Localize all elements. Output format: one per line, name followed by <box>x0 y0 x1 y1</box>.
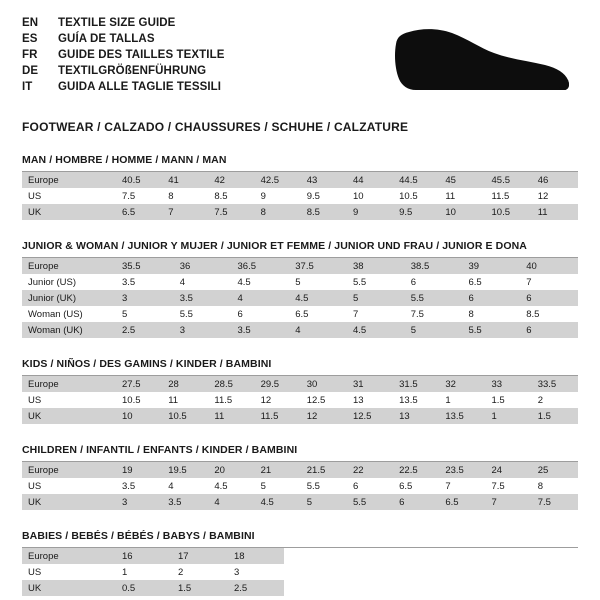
size-cell: 29.5 <box>255 376 301 392</box>
size-cell: 31 <box>347 376 393 392</box>
size-cell: 40.5 <box>116 172 162 188</box>
language-code: ES <box>22 33 38 45</box>
size-cell: 24 <box>486 462 532 478</box>
size-cell: 9 <box>255 188 301 204</box>
size-cell: 8 <box>463 306 521 322</box>
size-cell: 8 <box>532 478 578 494</box>
language-row <box>22 48 225 63</box>
size-cell: 32 <box>439 376 485 392</box>
table-row <box>22 172 578 188</box>
size-cell: 5.5 <box>405 290 463 306</box>
size-cell: 3.5 <box>174 290 232 306</box>
size-cell: 10 <box>116 408 162 424</box>
size-cell: 7.5 <box>405 306 463 322</box>
table-row <box>22 290 578 306</box>
size-cell: 36.5 <box>232 258 290 274</box>
table-row <box>22 580 284 596</box>
size-cell: 42.5 <box>255 172 301 188</box>
size-cell: 10 <box>439 204 485 220</box>
size-cell: 43 <box>301 172 347 188</box>
size-cell: 5.5 <box>463 322 521 338</box>
size-cell: 31.5 <box>393 376 439 392</box>
size-group-title: CHILDREN / INFANTIL / ENFANTS / KINDER / BAMBINI <box>22 444 578 462</box>
language-list <box>22 14 225 95</box>
size-cell: 6.5 <box>463 274 521 290</box>
row-label: Woman (US) <box>22 306 116 322</box>
size-cell: 18 <box>228 548 284 564</box>
category-title: FOOTWEAR / CALZADO / CHAUSSURES / SCHUHE / CALZATURE <box>22 120 409 134</box>
size-group <box>22 530 578 596</box>
row-label: Europe <box>22 462 116 478</box>
size-cell: 7.5 <box>208 204 254 220</box>
language-code: IT <box>22 81 33 93</box>
language-code: EN <box>22 17 39 29</box>
size-cell: 2 <box>172 564 228 580</box>
size-cell: 7 <box>347 306 405 322</box>
size-cell: 3 <box>116 494 162 510</box>
size-cell: 1 <box>116 564 172 580</box>
table-row <box>22 548 284 564</box>
size-cell: 3 <box>228 564 284 580</box>
size-cell: 6 <box>463 290 521 306</box>
size-cell: 4.5 <box>289 290 347 306</box>
size-cell: 45 <box>439 172 485 188</box>
size-cell: 4.5 <box>255 494 301 510</box>
size-group-title: JUNIOR & WOMAN / JUNIOR Y MUJER / JUNIOR ET FEMME / JUNIOR UND FRAU / JUNIOR E DONA <box>22 240 578 258</box>
size-cell: 12 <box>301 408 347 424</box>
table-row <box>22 306 578 322</box>
size-cell: 4 <box>162 478 208 494</box>
size-cell: 3 <box>174 322 232 338</box>
language-label: GUIDA ALLE TAGLIE TESSILI <box>58 81 222 93</box>
size-group-title: MAN / HOMBRE / HOMME / MANN / MAN <box>22 154 578 172</box>
size-cell: 4 <box>232 290 290 306</box>
size-cell: 33 <box>486 376 532 392</box>
size-cell: 7 <box>486 494 532 510</box>
size-cell: 2.5 <box>228 580 284 596</box>
size-cell: 6.5 <box>439 494 485 510</box>
size-cell: 13.5 <box>439 408 485 424</box>
size-cell: 4.5 <box>208 478 254 494</box>
size-cell: 1.5 <box>532 408 578 424</box>
row-label: Europe <box>22 376 116 392</box>
size-cell: 2.5 <box>116 322 174 338</box>
size-cell: 33.5 <box>532 376 578 392</box>
table-row <box>22 494 578 510</box>
size-cell: 11 <box>162 392 208 408</box>
size-cell: 22.5 <box>393 462 439 478</box>
size-cell: 3.5 <box>116 274 174 290</box>
language-row <box>22 16 225 31</box>
size-cell: 1 <box>439 392 485 408</box>
size-cell: 44 <box>347 172 393 188</box>
row-label: Junior (US) <box>22 274 116 290</box>
size-table <box>22 548 284 596</box>
table-row <box>22 376 578 392</box>
size-cell: 5.5 <box>174 306 232 322</box>
size-cell: 5 <box>116 306 174 322</box>
size-cell: 5.5 <box>347 274 405 290</box>
size-cell: 6 <box>393 494 439 510</box>
row-label: US <box>22 564 116 580</box>
row-label: UK <box>22 580 116 596</box>
table-row <box>22 478 578 494</box>
size-cell: 9.5 <box>301 188 347 204</box>
row-label: US <box>22 478 116 494</box>
size-cell: 35.5 <box>116 258 174 274</box>
language-label: TEXTILGRÖßENFÜHRUNG <box>58 65 207 77</box>
size-table <box>22 462 578 510</box>
size-cell: 8.5 <box>520 306 578 322</box>
size-cell: 7.5 <box>532 494 578 510</box>
language-row <box>22 64 225 79</box>
size-cell: 11 <box>439 188 485 204</box>
size-cell: 7 <box>162 204 208 220</box>
size-cell: 6 <box>520 322 578 338</box>
size-cell: 10.5 <box>116 392 162 408</box>
size-cell: 5 <box>405 322 463 338</box>
size-cell: 8 <box>255 204 301 220</box>
size-cell: 46 <box>532 172 578 188</box>
size-cell: 11.5 <box>208 392 254 408</box>
row-label: US <box>22 188 116 204</box>
table-row <box>22 462 578 478</box>
size-cell: 41 <box>162 172 208 188</box>
language-code: DE <box>22 65 39 77</box>
size-cell: 22 <box>347 462 393 478</box>
size-cell: 4 <box>174 274 232 290</box>
size-cell: 12.5 <box>347 408 393 424</box>
size-group <box>22 358 578 424</box>
size-cell: 13 <box>347 392 393 408</box>
size-cell: 1.5 <box>486 392 532 408</box>
size-group <box>22 154 578 220</box>
size-cell: 36 <box>174 258 232 274</box>
size-cell: 0.5 <box>116 580 172 596</box>
size-cell: 45.5 <box>486 172 532 188</box>
size-cell: 6 <box>347 478 393 494</box>
size-cell: 10.5 <box>486 204 532 220</box>
size-cell: 6 <box>232 306 290 322</box>
table-row <box>22 258 578 274</box>
size-cell: 5 <box>301 494 347 510</box>
size-cell: 7 <box>439 478 485 494</box>
size-table <box>22 172 578 220</box>
size-cell: 3.5 <box>116 478 162 494</box>
size-group-title: BABIES / BEBÉS / BÉBÉS / BABYS / BAMBINI <box>22 530 578 548</box>
size-cell: 9 <box>347 204 393 220</box>
size-cell: 12 <box>255 392 301 408</box>
table-row <box>22 564 284 580</box>
size-cell: 6.5 <box>393 478 439 494</box>
size-cell: 21 <box>255 462 301 478</box>
size-cell: 13.5 <box>393 392 439 408</box>
size-cell: 27.5 <box>116 376 162 392</box>
size-cell: 4.5 <box>347 322 405 338</box>
size-group-title: KIDS / NIÑOS / DES GAMINS / KINDER / BAMBINI <box>22 358 578 376</box>
size-cell: 9.5 <box>393 204 439 220</box>
dress-shoe-icon <box>382 18 572 104</box>
size-cell: 8.5 <box>301 204 347 220</box>
size-cell: 17 <box>172 548 228 564</box>
size-cell: 4 <box>208 494 254 510</box>
size-cell: 3 <box>116 290 174 306</box>
size-cell: 19 <box>116 462 162 478</box>
size-cell: 2 <box>532 392 578 408</box>
size-cell: 39 <box>463 258 521 274</box>
size-cell: 6.5 <box>116 204 162 220</box>
language-row <box>22 80 225 95</box>
size-cell: 6 <box>405 274 463 290</box>
row-label: US <box>22 392 116 408</box>
size-cell: 3.5 <box>232 322 290 338</box>
size-cell: 21.5 <box>301 462 347 478</box>
row-label: Junior (UK) <box>22 290 116 306</box>
size-cell: 40 <box>520 258 578 274</box>
size-cell: 19.5 <box>162 462 208 478</box>
size-tables <box>22 154 578 596</box>
row-label: UK <box>22 408 116 424</box>
size-cell: 13 <box>393 408 439 424</box>
size-cell: 10.5 <box>162 408 208 424</box>
language-label: GUIDE DES TAILLES TEXTILE <box>58 49 225 61</box>
table-row <box>22 188 578 204</box>
table-row <box>22 408 578 424</box>
size-table <box>22 376 578 424</box>
size-cell: 44.5 <box>393 172 439 188</box>
size-cell: 4.5 <box>232 274 290 290</box>
row-label: Woman (UK) <box>22 322 116 338</box>
size-cell: 1 <box>486 408 532 424</box>
size-cell: 28 <box>162 376 208 392</box>
size-cell: 7.5 <box>486 478 532 494</box>
size-cell: 6.5 <box>289 306 347 322</box>
size-cell: 11.5 <box>255 408 301 424</box>
size-cell: 12.5 <box>301 392 347 408</box>
size-cell: 11.5 <box>486 188 532 204</box>
language-label: GUÍA DE TALLAS <box>58 33 155 45</box>
size-group <box>22 444 578 510</box>
table-row <box>22 274 578 290</box>
size-cell: 6 <box>520 290 578 306</box>
size-table <box>22 258 578 338</box>
size-cell: 23.5 <box>439 462 485 478</box>
size-cell: 10 <box>347 188 393 204</box>
language-label: TEXTILE SIZE GUIDE <box>58 17 176 29</box>
table-row <box>22 322 578 338</box>
size-cell: 42 <box>208 172 254 188</box>
size-cell: 5.5 <box>301 478 347 494</box>
size-cell: 5 <box>347 290 405 306</box>
size-cell: 25 <box>532 462 578 478</box>
size-cell: 4 <box>289 322 347 338</box>
size-cell: 5.5 <box>347 494 393 510</box>
size-cell: 10.5 <box>393 188 439 204</box>
row-label: Europe <box>22 172 116 188</box>
size-cell: 1.5 <box>172 580 228 596</box>
size-cell: 38.5 <box>405 258 463 274</box>
row-label: Europe <box>22 548 116 564</box>
size-cell: 7.5 <box>116 188 162 204</box>
size-cell: 38 <box>347 258 405 274</box>
row-label: UK <box>22 204 116 220</box>
size-cell: 8 <box>162 188 208 204</box>
size-cell: 20 <box>208 462 254 478</box>
size-cell: 30 <box>301 376 347 392</box>
size-group <box>22 240 578 338</box>
size-cell: 11 <box>208 408 254 424</box>
size-cell: 37.5 <box>289 258 347 274</box>
size-cell: 16 <box>116 548 172 564</box>
page-header <box>22 14 578 104</box>
language-row <box>22 32 225 47</box>
size-cell: 3.5 <box>162 494 208 510</box>
row-label: UK <box>22 494 116 510</box>
size-cell: 12 <box>532 188 578 204</box>
size-cell: 5 <box>289 274 347 290</box>
table-row <box>22 392 578 408</box>
table-row <box>22 204 578 220</box>
row-label: Europe <box>22 258 116 274</box>
size-cell: 28.5 <box>208 376 254 392</box>
size-cell: 5 <box>255 478 301 494</box>
size-cell: 11 <box>532 204 578 220</box>
size-cell: 8.5 <box>208 188 254 204</box>
size-cell: 7 <box>520 274 578 290</box>
language-code: FR <box>22 49 38 61</box>
